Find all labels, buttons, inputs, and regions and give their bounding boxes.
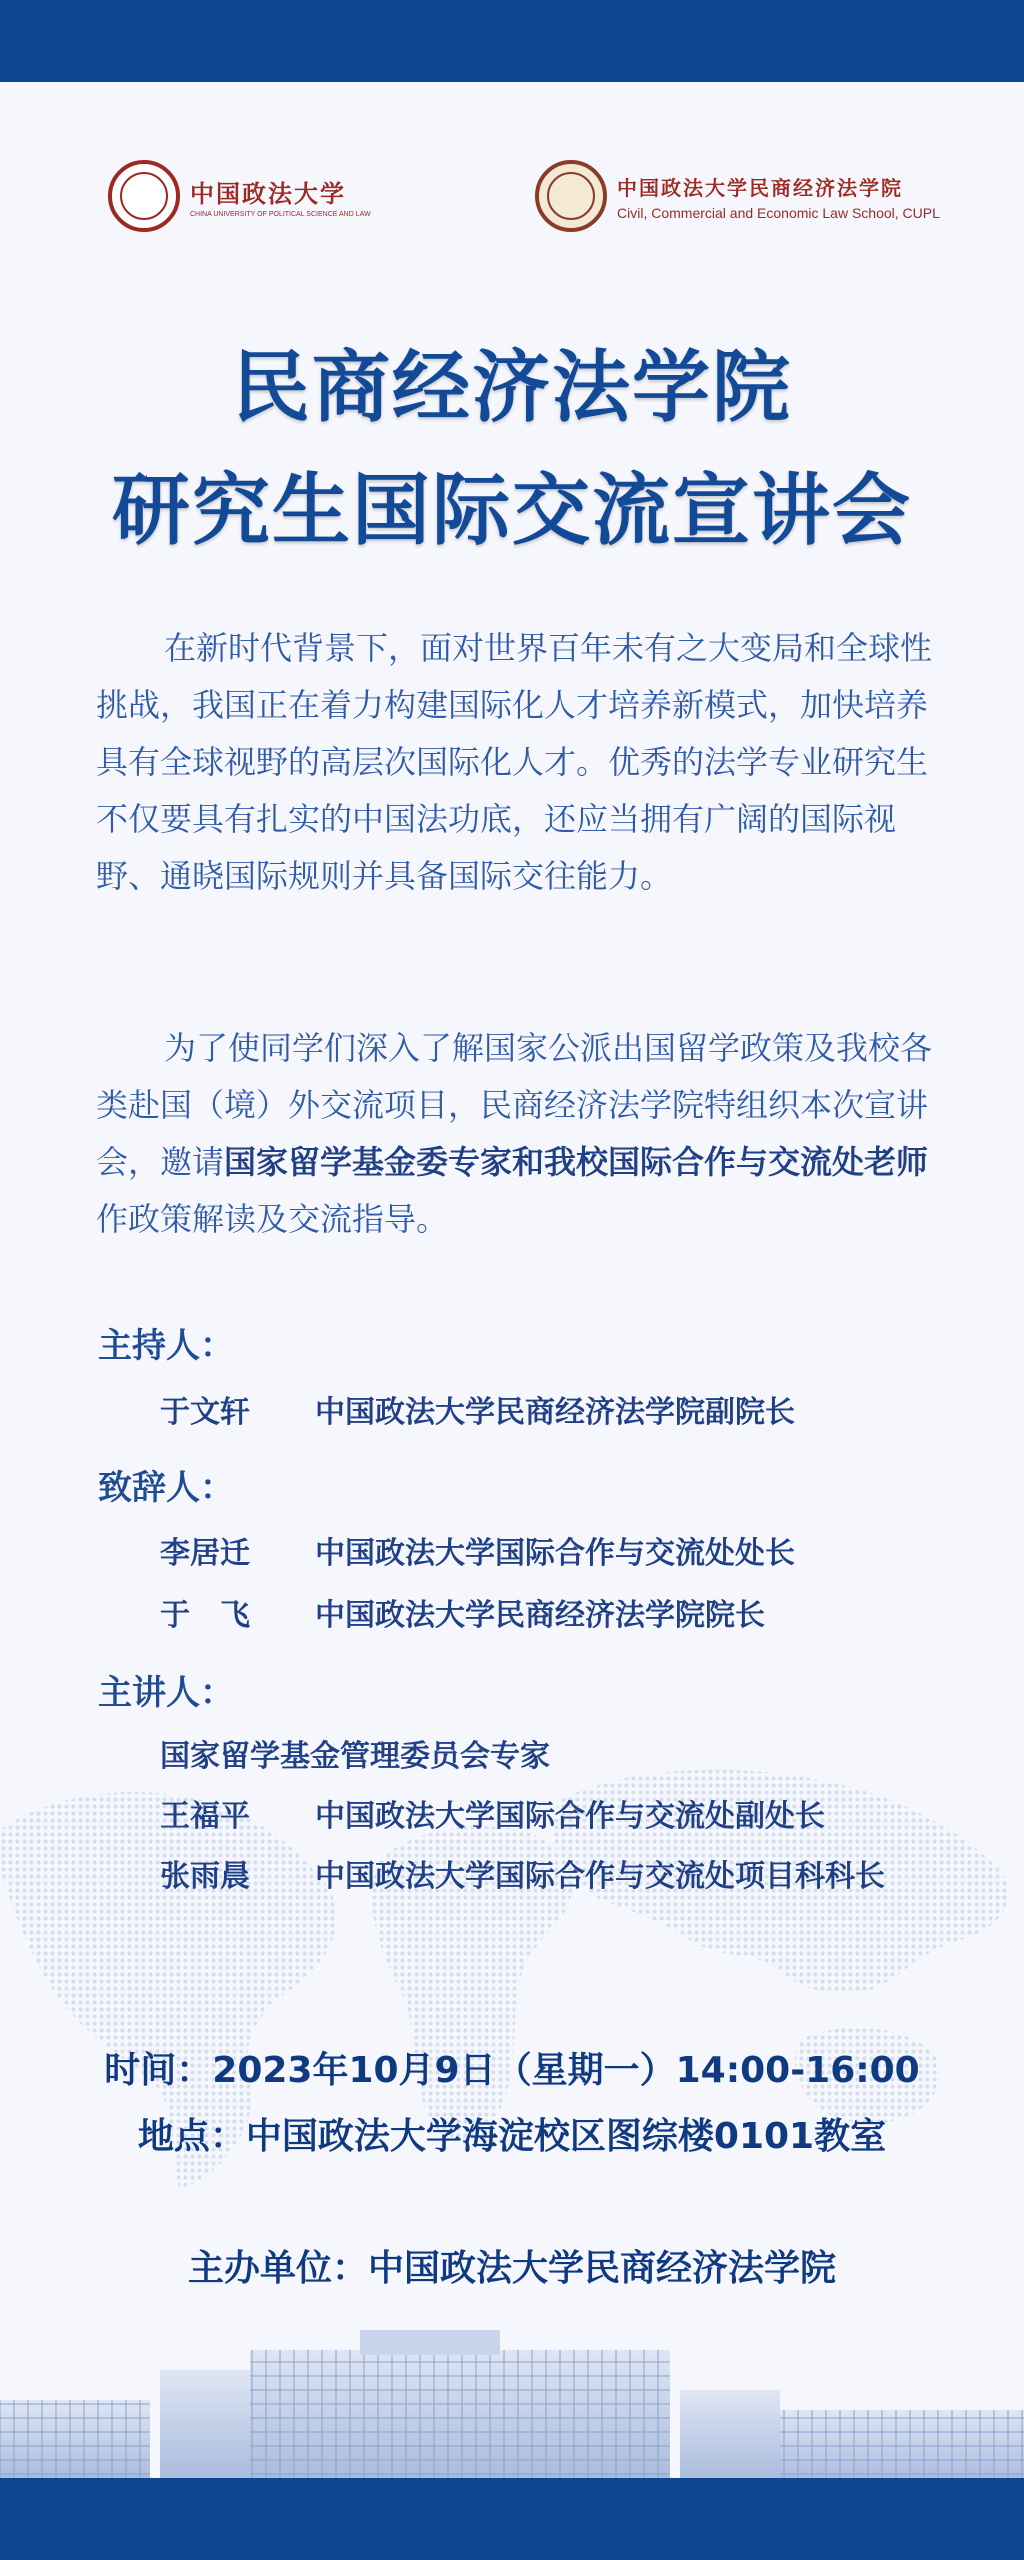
speech-name-1: 李居迁 — [160, 1536, 250, 1571]
poster-title-line-1: 民商经济法学院 — [231, 343, 792, 433]
host-title: 中国政法大学民商经济法学院副院长 — [315, 1395, 795, 1430]
speakers-row-2 — [160, 1851, 885, 1895]
speaker-title-2: 中国政法大学国际合作与交流处项目科科长 — [315, 1859, 885, 1894]
intro-paragraph-2-text-b: 作政策解读及交流指导。 — [96, 1200, 449, 1238]
cupl-logo — [108, 160, 371, 232]
speaker-name-1: 王福平 — [160, 1799, 250, 1834]
host-label: 主持人： — [98, 1326, 234, 1366]
event-time: 时间：2023年10月9日（星期一）14:00-16:00 — [104, 2050, 920, 2091]
cupl-logo-english: CHINA UNIVERSITY OF POLITICAL SCIENCE AND LAW — [190, 211, 371, 218]
cupl-logo-name: 中国政法大学 — [190, 179, 346, 208]
intro-paragraph-2 — [96, 1020, 952, 1248]
event-place: 地点：中国政法大学海淀校区图综楼0101教室 — [137, 2116, 887, 2157]
law-school-seal-icon — [535, 160, 607, 232]
bottom-banner-bar — [0, 2478, 1024, 2560]
top-banner-bar — [0, 0, 1024, 82]
law-school-logo-english: Civil, Commercial and Economic Law School, CUPL — [617, 204, 940, 221]
speech-name-2: 于 飞 — [160, 1598, 250, 1633]
host-name: 于文轩 — [160, 1395, 250, 1430]
speech-label: 致辞人： — [98, 1468, 234, 1508]
intro-paragraph-2-highlight: 国家留学基金委专家和我校国际合作与交流处老师 — [224, 1143, 929, 1181]
law-school-logo-name: 中国政法大学民商经济法学院 — [617, 175, 903, 200]
speakers-label: 主讲人： — [98, 1673, 234, 1713]
poster-title-line-2: 研究生国际交流宣讲会 — [111, 466, 912, 556]
speaker-title-1: 中国政法大学国际合作与交流处副处长 — [315, 1799, 825, 1834]
speech-title-1: 中国政法大学国际合作与交流处处长 — [315, 1536, 795, 1571]
event-organizer: 主办单位：中国政法大学民商经济法学院 — [187, 2248, 836, 2289]
speech-row-1 — [160, 1528, 795, 1572]
campus-buildings-illustration — [0, 2320, 1024, 2480]
intro-paragraph-1: 在新时代背景下，面对世界百年未有之大变局和全球性挑战，我国正在着力构建国际化人才培养新模式，加快培养具有全球视野的高层次国际化人才。优秀的法学专业研究生不仅要具有扎实的中国法功底，还应当拥有广阔的国际视野、通晓国际规则并具备国际交往能力。 — [96, 629, 933, 895]
intro-paragraph-2-text-a: 为了使同学们深入了解国家公派出国留学政策及我校各类赴国（境）外交流项目，民商经济法学院特组织本次宣讲会，邀请 — [96, 1029, 933, 1181]
speech-row-2 — [160, 1590, 765, 1634]
law-school-logo — [535, 160, 940, 232]
speakers-row-1 — [160, 1791, 825, 1835]
speech-title-2: 中国政法大学民商经济法学院院长 — [315, 1598, 765, 1633]
speaker-name-2: 张雨晨 — [160, 1859, 250, 1894]
speakers-group: 国家留学基金管理委员会专家 — [160, 1739, 550, 1774]
host-row — [160, 1387, 795, 1431]
cupl-seal-icon — [108, 160, 180, 232]
